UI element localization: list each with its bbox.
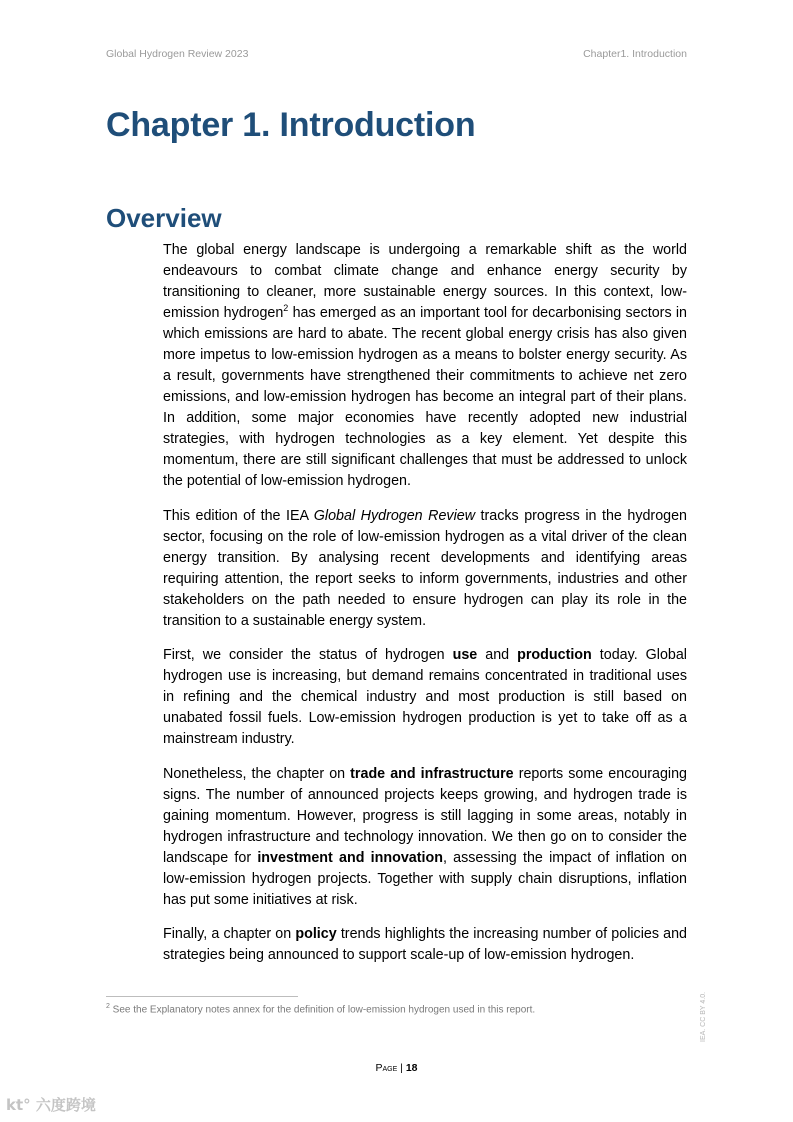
- section-title: Overview: [106, 203, 222, 233]
- emphasis-investment-innovation: investment and innovation: [257, 849, 443, 866]
- footnote: [106, 1003, 535, 1015]
- footnote-marker: 2: [106, 1003, 110, 1010]
- running-header-chapter: Chapter1. Introduction: [583, 48, 687, 60]
- footnote-text: See the Explanatory notes annex for the definition of low-emission hydrogen used in this report.: [109, 1004, 536, 1016]
- paragraph-5: [163, 924, 687, 966]
- paragraph-1: [163, 240, 687, 492]
- emphasis-use: use: [452, 647, 478, 663]
- paragraph-4: [163, 764, 687, 911]
- paragraph-3: [163, 645, 687, 750]
- running-header-title: Global Hydrogen Review 2023: [106, 48, 249, 60]
- body-text: [163, 240, 687, 980]
- page-number-value: 18: [405, 1062, 418, 1074]
- paragraph-text: Nonetheless, the chapter on: [163, 765, 351, 782]
- paragraph-text: today. Global hydrogen use is increasing, but demand remains concentrated in traditional uses in refining and the chemical industry and most production is still based on unabated fossil fuels. Low-emission hydrogen production is yet to take off as a mainstream industry.: [163, 647, 687, 747]
- page-separator: |: [397, 1062, 406, 1074]
- paragraph-text: tracks progress in the hydrogen sector, focusing on the role of low-emission hydrogen as a vital driver of the clean energy transition. By analysing recent developments and identifying areas requiring attention, the report seeks to inform governments, industries and other stakeholders on the path needed to ensure hydrogen can play its role in the transition to a sustainable energy system.: [163, 507, 687, 629]
- emphasis-policy: policy: [295, 926, 337, 942]
- paragraph-text: , assessing the impact of inflation on low-emission hydrogen projects. Together with supply chain disruptions, inflation has put some initiatives at risk.: [163, 849, 687, 908]
- page-number: [0, 1062, 793, 1074]
- paragraph-text: has emerged as an important tool for decarbonising sectors in which emissions are hard to abate. The recent global energy crisis has also given more impetus to low-emission hydrogen as a means to bolster energy security. As a result, governments have strengthened their commitments to achieve net zero emissions, and low-emission hydrogen has become an integral part of their plans. In addition, some major economies have recently adopted new industrial strategies, with hydrogen technologies as a key element. Yet despite this momentum, there are still significant challenges that must be addressed to unlock the potential of low-emission hydrogen.: [163, 305, 687, 489]
- paragraph-text: reports some encouraging signs. The number of announced projects keeps growing, and hydrogen trade is gaining momentum. However, progress is still lagging in some areas, notably in hydrogen infrastructure and technology innovation. We then go on to consider the landscape for: [163, 765, 687, 866]
- page-label: Page: [375, 1062, 398, 1074]
- paragraph-text: Finally, a chapter on: [163, 926, 296, 942]
- paragraph-text: This edition of the IEA: [163, 507, 314, 524]
- chapter-title: Chapter 1. Introduction: [106, 106, 476, 144]
- watermark-logo: kt° 六度跨境: [6, 1096, 96, 1114]
- license-notice: IEA. CC BY 4.0.: [700, 991, 707, 1042]
- footnote-reference[interactable]: 2: [283, 303, 289, 314]
- emphasis-production: production: [517, 647, 592, 663]
- report-title-italic: Global Hydrogen Review: [313, 507, 476, 524]
- paragraph-text: The global energy landscape is undergoing a remarkable shift as the world endeavours to combat climate change and enhance energy security by transitioning to cleaner, more sustainable energy sources. In this context, low-emission hydrogen: [163, 242, 687, 321]
- footnote-divider: [106, 996, 298, 997]
- paragraph-text: and: [477, 647, 518, 663]
- paragraph-text: First, we consider the status of hydrogen: [163, 647, 453, 663]
- emphasis-trade-infrastructure: trade and infrastructure: [350, 765, 514, 782]
- paragraph-2: [163, 506, 687, 632]
- paragraph-text: trends highlights the increasing number of policies and strategies being announced to support scale-up of low-emission hydrogen.: [163, 926, 687, 963]
